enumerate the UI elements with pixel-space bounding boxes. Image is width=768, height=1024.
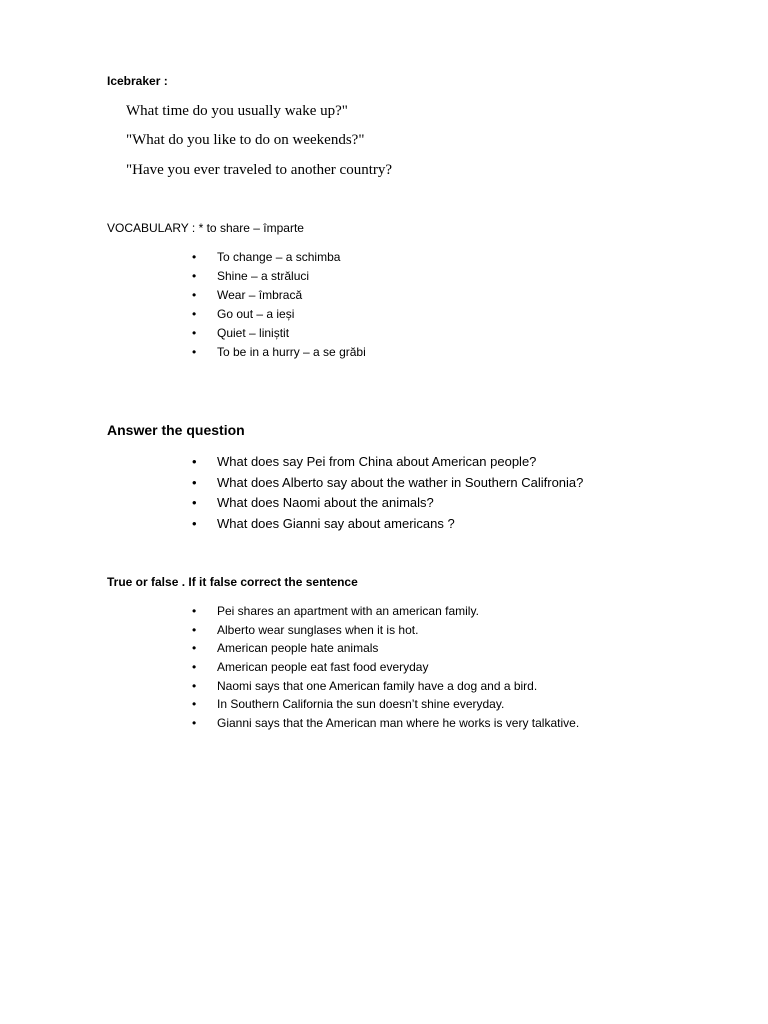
list-item-text: To change – a schimba — [217, 250, 341, 264]
list-item-text: Go out – a ieși — [217, 307, 295, 321]
answer-heading: Answer the question — [107, 422, 245, 438]
bullet-icon: • — [192, 288, 197, 302]
bullet-icon: • — [192, 495, 197, 510]
list-item-text: American people eat fast food everyday — [217, 660, 429, 675]
bullet-icon: • — [192, 326, 197, 340]
icebreaker-question: What time do you usually wake up?" — [126, 103, 348, 119]
list-item — [192, 622, 579, 641]
bullet-icon: • — [192, 269, 197, 283]
bullet-icon: • — [192, 250, 197, 264]
true-false-heading: True or false . If it false correct the sentence — [107, 575, 358, 589]
list-item — [192, 287, 366, 306]
bullet-icon: • — [192, 474, 197, 490]
bullet-icon: • — [192, 716, 197, 731]
list-item — [192, 306, 366, 325]
bullet-icon: • — [192, 697, 197, 712]
true-false-list — [192, 603, 579, 734]
list-item-text: What does Naomi about the animals? — [217, 495, 434, 510]
list-item — [192, 325, 366, 344]
list-item — [192, 494, 583, 515]
list-item — [192, 715, 579, 734]
list-item — [192, 474, 583, 495]
bullet-icon: • — [192, 622, 197, 637]
bullet-icon: • — [192, 604, 197, 618]
list-item-text: Pei shares an apartment with an american family. — [217, 604, 479, 618]
list-item-text: What does Alberto say about the wather in Southern Califronia? — [217, 474, 584, 490]
list-item-text: Naomi says that one American family have a dog and a bird. — [217, 678, 538, 693]
icebreaker-question: "What do you like to do on weekends?" — [126, 132, 365, 148]
icebreaker-heading: Icebraker : — [107, 74, 168, 88]
vocabulary-list — [192, 249, 366, 363]
list-item — [192, 249, 366, 268]
list-item — [192, 659, 579, 678]
list-item-text: Alberto wear sunglases when it is hot. — [217, 622, 419, 637]
bullet-icon: • — [192, 345, 197, 359]
answer-question-list — [192, 453, 583, 535]
list-item-text: In Southern California the sun doesn’t shine everyday. — [217, 697, 505, 712]
list-item-text: Gianni says that the American man where he works is very talkative. — [217, 716, 580, 731]
list-item — [192, 344, 366, 363]
list-item — [192, 640, 579, 659]
bullet-icon: • — [192, 641, 197, 656]
list-item — [192, 696, 579, 715]
icebreaker-question: "Have you ever traveled to another country? — [126, 162, 393, 178]
bullet-icon: • — [192, 678, 197, 693]
list-item-text: Shine – a străluci — [217, 269, 310, 283]
list-item-text: Quiet – liniștit — [217, 326, 290, 340]
list-item — [192, 453, 583, 474]
list-item-text: Wear – îmbracă — [217, 288, 303, 302]
list-item — [192, 603, 579, 622]
bullet-icon: • — [192, 660, 197, 675]
list-item-text: To be in a hurry – a se grăbi — [217, 345, 366, 359]
list-item — [192, 515, 583, 536]
list-item-text: What does Gianni say about americans ? — [217, 515, 455, 531]
list-item — [192, 678, 579, 697]
bullet-icon: • — [192, 307, 197, 321]
list-item-text: What does say Pei from China about American people? — [217, 454, 537, 469]
bullet-icon: • — [192, 515, 197, 531]
vocabulary-heading: VOCABULARY : * to share – împarte — [107, 221, 304, 235]
list-item — [192, 268, 366, 287]
bullet-icon: • — [192, 454, 197, 469]
list-item-text: American people hate animals — [217, 641, 379, 656]
